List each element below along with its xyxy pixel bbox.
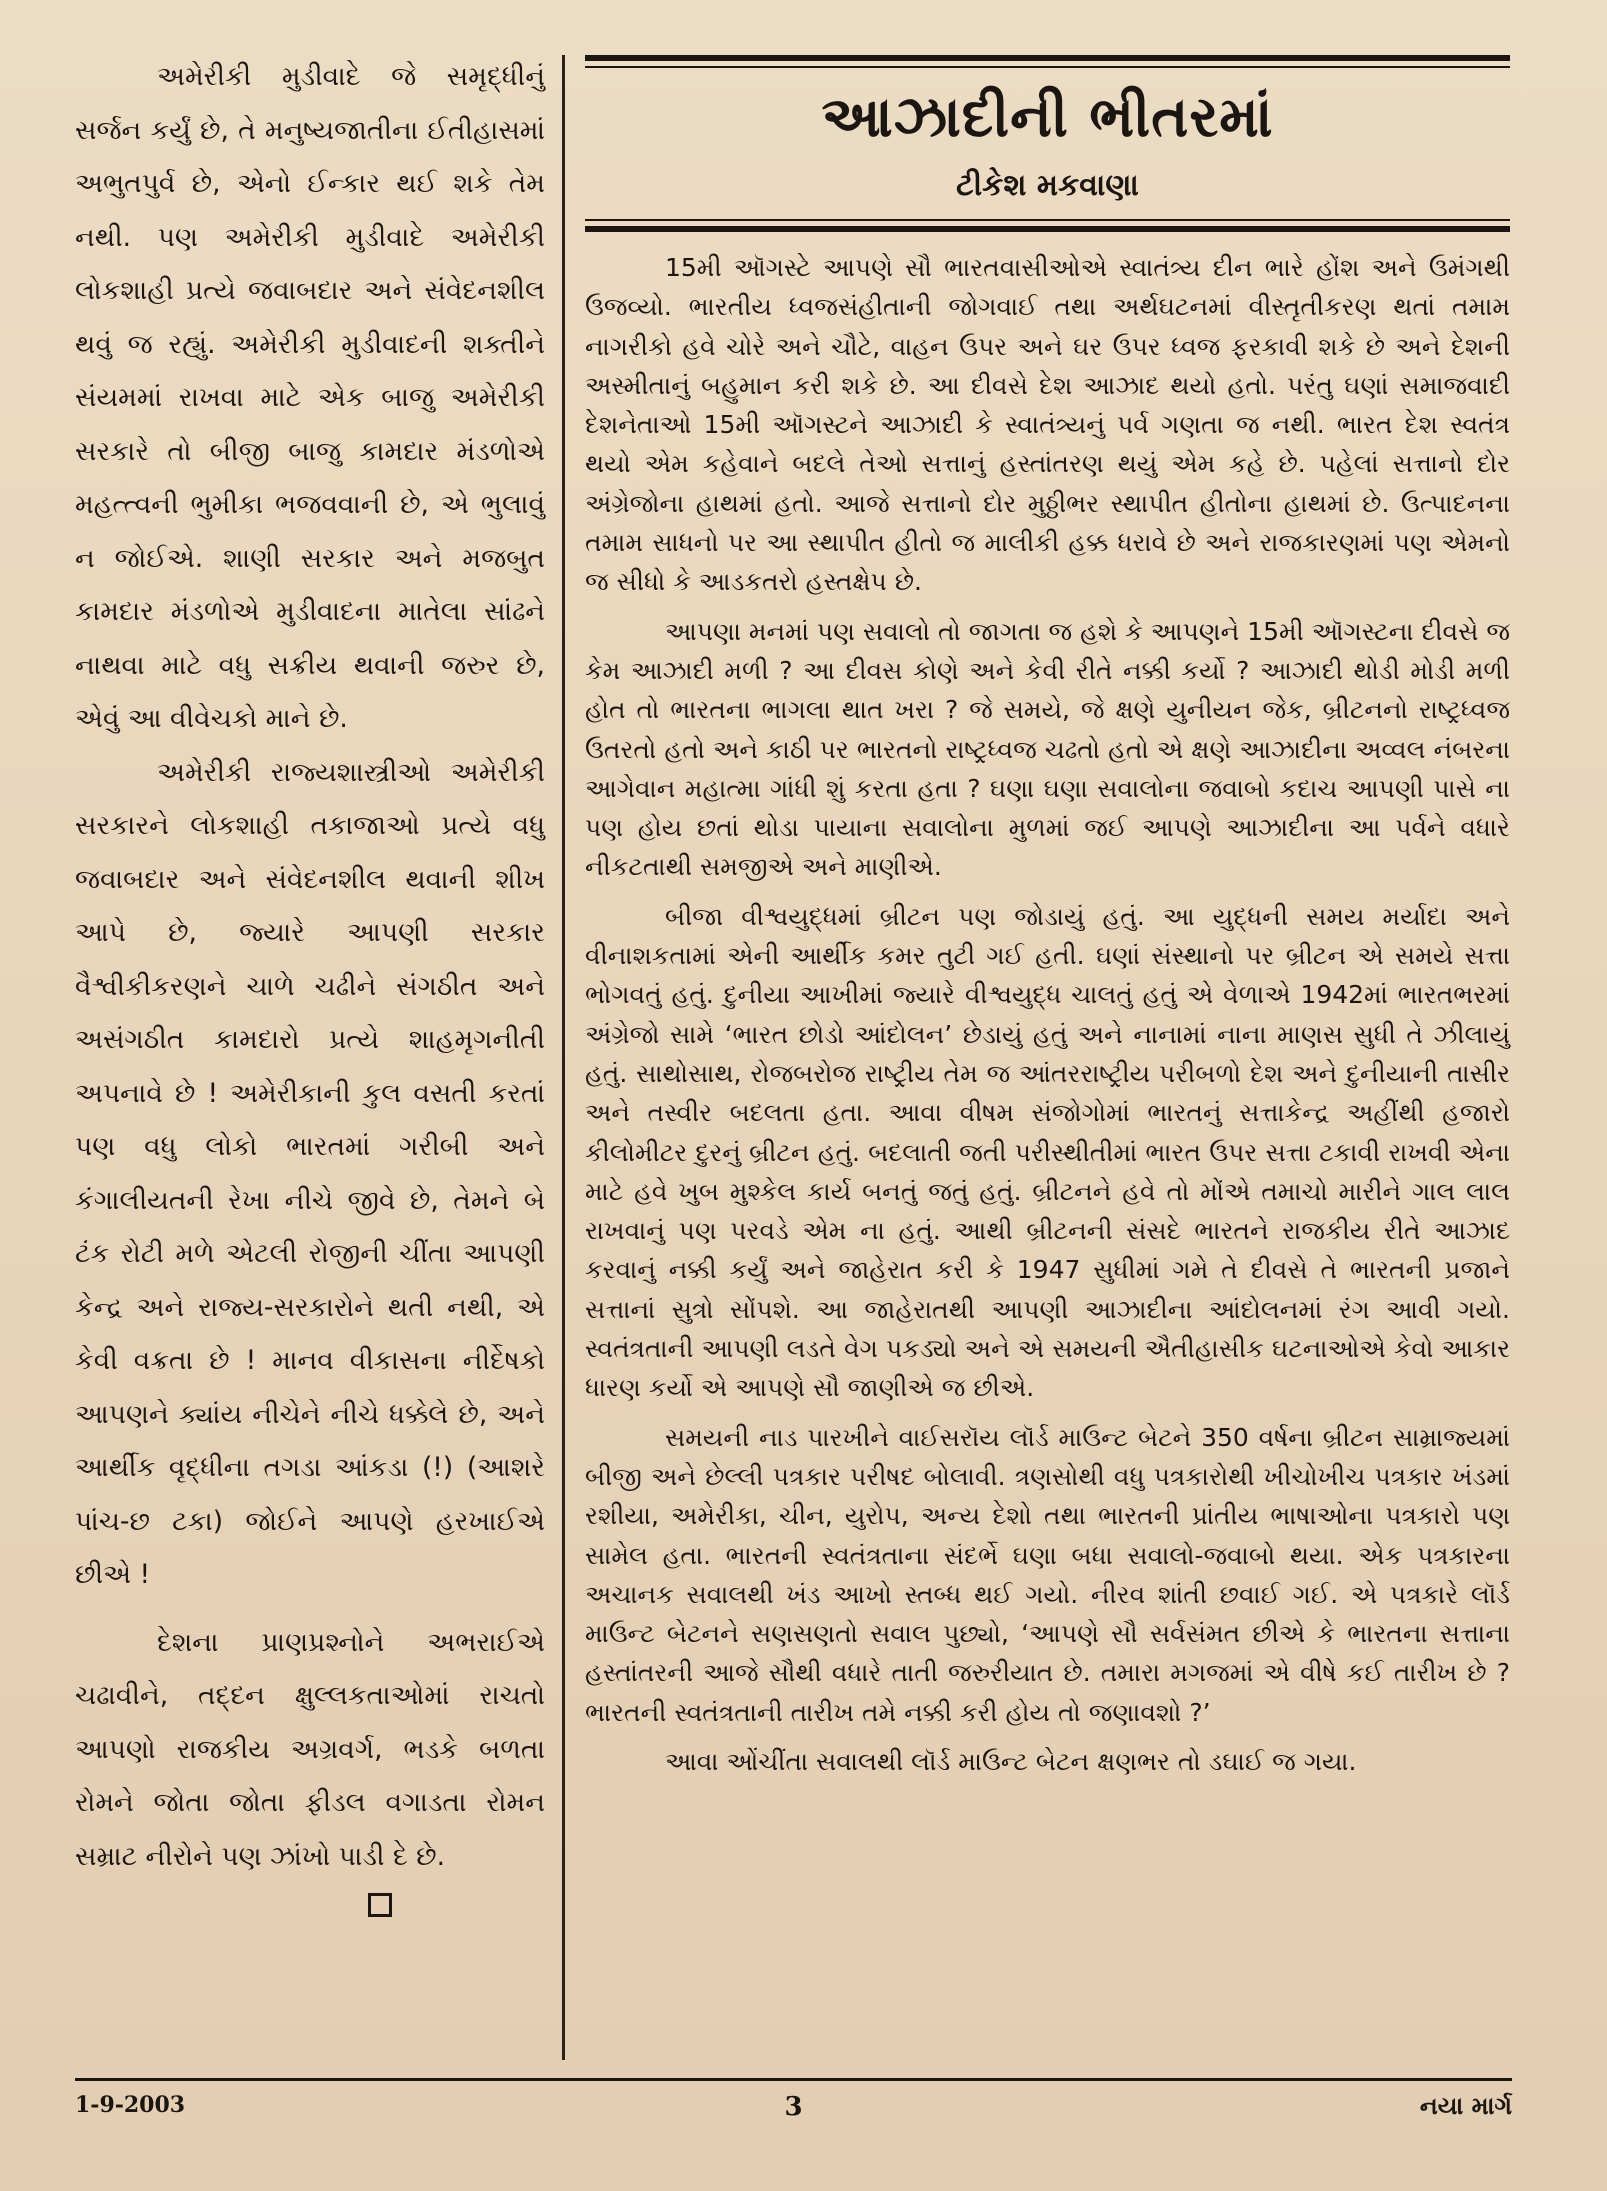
left-column <box>75 50 545 2050</box>
page-footer <box>75 2092 1512 2132</box>
header-rule-top <box>585 55 1510 61</box>
left-paragraph-2: અમેરીકી રાજ્યશાસ્ત્રીઓ અમેરીકી સરકારને લોકશાહી તકાજાઓ પ્રત્યે વધુ જવાબદાર અને સંવેદનશીલ થવાની શીખ આપે છે, જ્યારે આપણી સરકાર વૈશ્વીકીકરણને ચાળે ચઢીને સંગઠીત અને અસંગઠીત કામદારો પ્રત્યે શાહમૃગનીતી અપનાવે છે ! અમેરીકાની કુલ વસતી કરતાં પણ વધુ લોકો ભારતમાં ગરીબી અને કંગાલીયતની રેખા નીચે જીવે છે, તેમને બે ટંક રોટી મળે એટલી રોજીની ચીંતા આપણી કેન્દ્ર અને રાજ્ય-સરકારોને થતી નથી, એ કેવી વક્રતા છે ! માનવ વીકાસના નીર્દેષકો આપણને ક્યાંય નીચેને નીચે ધક્કેલે છે, અને આર્થીક વૃદ્ધીના તગડા આંકડા (!) (આશરે પાંચ-છ ટકા) જોઈને આપણે હરખાઈએ છીએ ! <box>75 756 545 1590</box>
article-paragraph-3: બીજા વીશ્વયુદ્ધમાં બ્રીટન પણ જોડાયું હતું. આ યુદ્ધની સમય મર્યાદા અને વીનાશકતામાં એની આર્થીક કમર તુટી ગઈ હતી. ઘણાં સંસ્થાનો પર બ્રીટન એ સમયે સત્તા ભોગવતું હતું. દુનીયા આખીમાં જ્યારે વીશ્વયુદ્ધ ચાલતું હતું એ વેળાએ 1942માં ભારતભરમાં અંગ્રેજો સામે ‘ભારત છોડો આંદોલન’ છેડાયું હતું અને નાનામાં નાના માણસ સુધી તે ઝીલાયું હતું. સાથોસાથ, રોજબરોજ રાષ્ટ્રીય તેમ જ આંતરરાષ્ટ્રીય પરીબળો દેશ અને દુનીયાની તાસીર અને તસ્વીર બદલતા હતા. આવા વીષમ સંજોગોમાં ભારતનું સત્તાકેન્દ્ર અહીંથી હજારો કીલોમીટર દુરનું બ્રીટન હતું. બદલાતી જતી પરીસ્થીતીમાં ભારત ઉપર સત્તા ટકાવી રાખવી એના માટે હવે ખુબ મુશ્કેલ કાર્ય બનતું જતું હતું. બ્રીટનને હવે તો મોંએ તમાચો મારીને ગાલ લાલ રાખવાનું પણ પરવડે એમ ના હતું. આથી બ્રીટનની સંસદે ભારતને રાજકીય રીતે આઝાદ કરવાનું નક્કી કર્યું અને જાહેરાત કરી કે 1947 સુધીમાં ગમે તે દીવસે તે ભારતની પ્રજાને સત્તાનાં સુત્રો સોંપશે. આ જાહેરાતથી આપણી આઝાદીના આંદોલનમાં રંગ આવી ગયો. સ્વતંત્રતાની આપણી લડતે વેગ પકડ્યો અને એ સમયની ઐતીહાસીક ઘટનાઓએ કેવો આકાર ધારણ કર્યો એ આપણે સૌ જાણીએ જ છીએ. <box>585 901 1510 1403</box>
header-rule-bottom <box>585 226 1510 232</box>
magazine-name: નયા માર્ગ <box>1419 2092 1512 2120</box>
footer-rule <box>75 2078 1512 2081</box>
article-paragraph-4: સમયની નાડ પારખીને વાઈસરૉય લૉર્ડ માઉન્ટ બેટને 350 વર્ષના બ્રીટન સામ્રાજ્યમાં બીજી અને છેલ્લી પત્રકાર પરીષદ બોલાવી. ત્રણસોથી વધુ પત્રકારોથી ખીચોખીચ પત્રકાર ખંડમાં રશીયા, અમેરીકા, ચીન, યુરોપ, અન્ય દેશો તથા ભારતની પ્રાંતીય ભાષાઓના પત્રકારો પણ સામેલ હતા. ભારતની સ્વતંત્રતાના સંદર્ભે ઘણા બધા સવાલો-જવાબો થયા. એક પત્રકારના અચાનક સવાલથી ખંડ આખો સ્તબ્ધ થઈ ગયો. નીરવ શાંતી છવાઈ ગઈ. એ પત્રકારે લૉર્ડ માઉન્ટ બેટનને સણસણતો સવાલ પુછ્યો, ‘આપણે સૌ સર્વસંમત છીએ કે ભારતના સત્તાના હસ્તાંતરની આજે સૌથી વધારે તાતી જરુરીયાત છે. તમારા મગજમાં એ વીષે કઈ તારીખ છે ? ભારતની સ્વતંત્રતાની તારીખ તમે નક્કી કરી હોય તો જણાવશો ?’ <box>585 1422 1510 1727</box>
article-column <box>585 55 1510 1781</box>
header-rule-bottom-thin <box>585 219 1510 221</box>
left-paragraph-1: અમેરીકી મુડીવાદે જે સમૃદ્ધીનું સર્જન કર્યું છે, તે મનુષ્યજાતીના ઈતીહાસમાં અભુતપુર્વ છે, એનો ઈન્કાર થઈ શકે તેમ નથી. પણ અમેરીકી મુડીવાદે અમેરીકી લોકશાહી પ્રત્યે જવાબદાર અને સંવેદનશીલ થવું જ રહ્યું. અમેરીકી મુડીવાદની શક્તીને સંયમમાં રાખવા માટે એક બાજુ અમેરીકી સરકારે તો બીજી બાજુ કામદાર મંડળોએ મહત્ત્વની ભુમીકા ભજવવાની છે, એ ભુલાવું ન જોઈએ. શાણી સરકાર અને મજબુત કામદાર મંડળોએ મુડીવાદના માતેલા સાંઢને નાથવા માટે વધુ સક્રીય થવાની જરુર છે, એવું આ વીવેચકો માને છે. <box>75 61 545 734</box>
left-paragraph-3: દેશના પ્રાણપ્રશ્નોને અભરાઈએ ચઢાવીને, તદ્દન ક્ષુલ્લકતાઓમાં રાચતો આપણો રાજકીય અગ્રવર્ગ, ભડકે બળતા રોમને જોતા જોતા ફીડલ વગાડતા રોમન સમ્રાટ નીરોને પણ ઝાંખો પાડી દે છે. <box>75 1626 545 1872</box>
article-paragraph-5: આવા ઓંચીંતા સવાલથી લૉર્ડ માઉન્ટ બેટન ક્ષણભર તો ડઘાઈ જ ગયા. <box>665 1746 1357 1776</box>
page-number: 3 <box>784 2092 803 2122</box>
article-author: ટીકેશ મકવાણા <box>956 168 1139 203</box>
article-body <box>585 248 1510 1781</box>
issue-date: 1-9-2003 <box>75 2092 186 2118</box>
column-divider <box>562 55 565 2060</box>
article-paragraph-2: આપણા મનમાં પણ સવાલો તો જાગતા જ હશે કે આપણને 15મી ઑગસ્ટના દીવસે જ કેમ આઝાદી મળી ? આ દીવસ કોણે અને કેવી રીતે નક્કી કર્યો ? આઝાદી થોડી મોડી મળી હોત તો ભારતના ભાગલા થાત ખરા ? જે સમયે, જે ક્ષણે યુનીયન જેક, બ્રીટનનો રાષ્ટ્રધ્વજ ઉતરતો હતો અને કાઠી પર ભારતનો રાષ્ટ્રધ્વજ ચઢતો હતો એ ક્ષણે આઝાદીના અવ્વલ નંબરના આગેવાન મહાત્મા ગાંધી શું કરતા હતા ? ઘણા ઘણા સવાલોના જવાબો કદાચ આપણી પાસે ના પણ હોય છતાં થોડા પાયાના સવાલોના મુળમાં જઈ આપણે આઝાદીના આ પર્વને વધારે નીકટતાથી સમજીએ અને માણીએ. <box>585 616 1510 882</box>
article-title: આઝાદીની ભીતરમાં <box>821 85 1274 150</box>
end-of-article-square-icon <box>368 1893 392 1917</box>
header-rule-top-thin <box>585 66 1510 68</box>
article-paragraph-1: 15મી ઑગસ્ટે આપણે સૌ ભારતવાસીઓએ સ્વાતંત્ર્ય દીન ભારે હોંશ અને ઉમંગથી ઉજવ્યો. ભારતીય ધ્વજસંહીતાની જોગવાઈ તથા અર્થઘટનમાં વીસ્તૃતીકરણ થતાં તમામ નાગરીકો હવે ચોરે અને ચૌટે, વાહન ઉપર અને ઘર ઉપર ધ્વજ ફરકાવી શકે છે અને દેશની અસ્મીતાનું બહુમાન કરી શકે છે. આ દીવસે દેશ આઝાદ થયો હતો. પરંતુ ઘણાં સમાજવાદી દેશનેતાઓ 15મી ઑગસ્ટને આઝાદી કે સ્વાતંત્ર્યનું પર્વ ગણતા જ નથી. ભારત દેશ સ્વતંત્ર થયો એમ કહેવાને બદલે તેઓ સત્તાનું હસ્તાંતરણ થયું એમ કહે છે. પહેલાં સત્તાનો દોર અંગ્રેજોના હાથમાં હતો. આજે સત્તાનો દોર મુઠ્ઠીભર સ્થાપીત હીતોના હાથમાં છે. ઉત્પાદનના તમામ સાધનો પર આ સ્થાપીત હીતો જ માલીકી હક્ક ધરાવે છે અને રાજકારણમાં પણ એમનો જ સીધો કે આડકતરો હસ્તક્ષેપ છે. <box>585 253 1510 597</box>
